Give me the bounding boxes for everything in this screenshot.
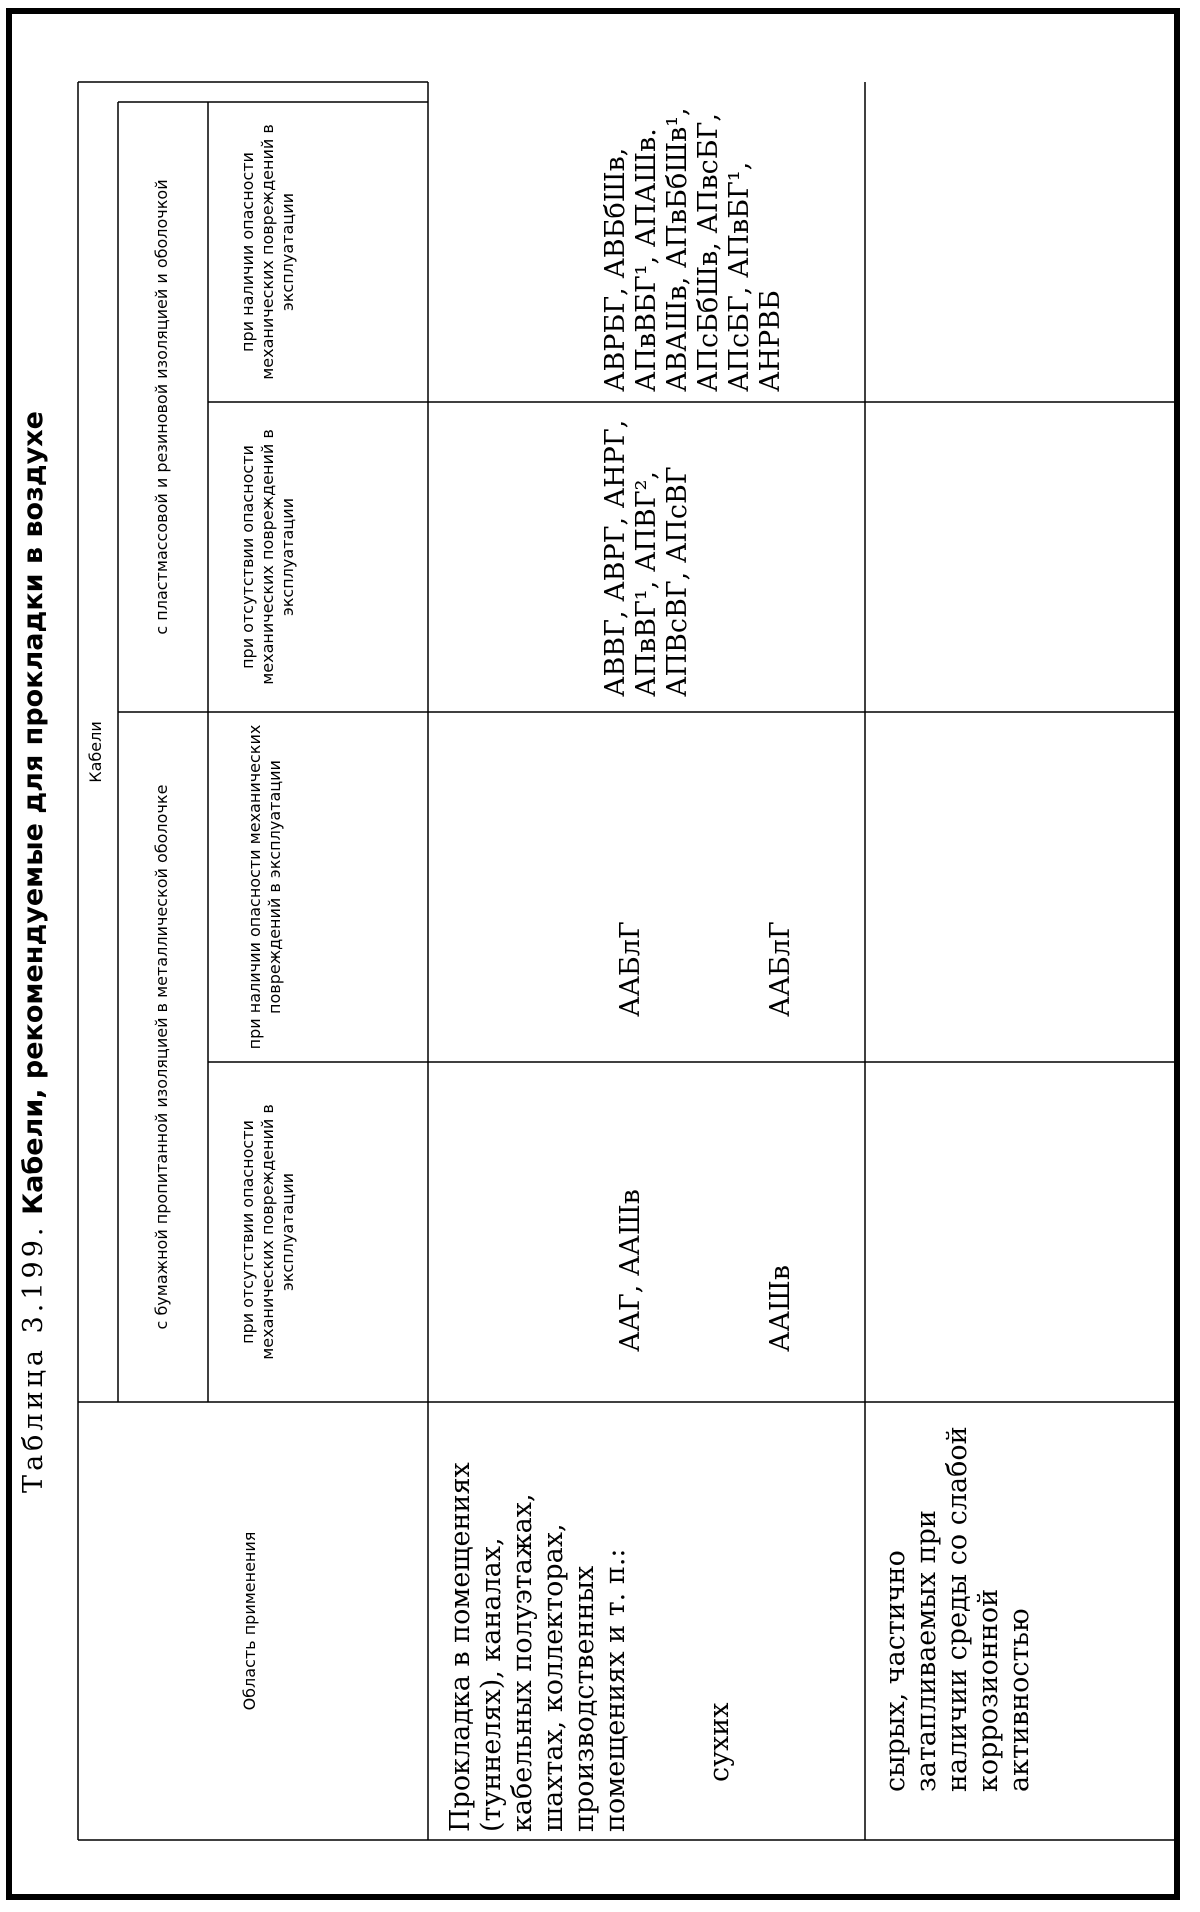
row2-paper-no-damage: ААШв — [765, 1265, 796, 1352]
header-area: Область применения — [240, 1531, 259, 1711]
row2-paper-with-damage: ААБлГ — [765, 921, 796, 1017]
row1-plastic-no-damage: АВВГ, АВРГ, АНРГ, АПвВГ¹, АПВГ², АПВсВГ, АПсВГ — [600, 419, 693, 697]
table-title-number: Таблица 3.199. — [18, 1223, 49, 1493]
row2-area: сырых, частично затапливаемых при наличии среды со слабой коррозионной активностью — [880, 1426, 1035, 1792]
header-cables: Кабели — [86, 721, 105, 783]
header-paper-group: с бумажной пропитанной изоляцией в металлической оболочке — [152, 784, 171, 1330]
header-plastic-group: с пластмассовой и резиновой изоляцией и оболочкой — [152, 179, 171, 635]
row1-area: Прокладка в помещениях (туннелях), каналах, кабельных полуэтажах, шахтах, коллекторах, производственных помещениях и т. п.: — [445, 1462, 631, 1832]
header-plastic-no-damage: при отсутствии опасности механических повреждений в эксплуатации — [238, 429, 297, 685]
header-paper-no-damage: при отсутствии опасности механических повреждений в эксплуатации — [238, 1104, 297, 1360]
header-plastic-with-damage: при наличии опасности механических повреждений в эксплуатации — [238, 124, 297, 380]
header-paper-with-damage: при наличии опасности механических повреждений в эксплуатации — [245, 724, 284, 1050]
row1-paper-with-damage: ААБлГ — [615, 921, 646, 1017]
row1-paper-no-damage: ААГ, ААШв — [615, 1189, 646, 1352]
row1-sub-area: сухих — [704, 1702, 735, 1782]
row1-plastic-with-damage: АВРБГ, АВБбШв, АПвВБГ¹, АПАШв. АВАШв, АПвБбШв¹, АПсБбШв, АПвсБГ, АПсБГ, АПвБГ¹, АНРВБ — [600, 107, 786, 392]
table-title-text: Кабели, рекомендуемые для прокладки в воздухе — [18, 411, 49, 1215]
